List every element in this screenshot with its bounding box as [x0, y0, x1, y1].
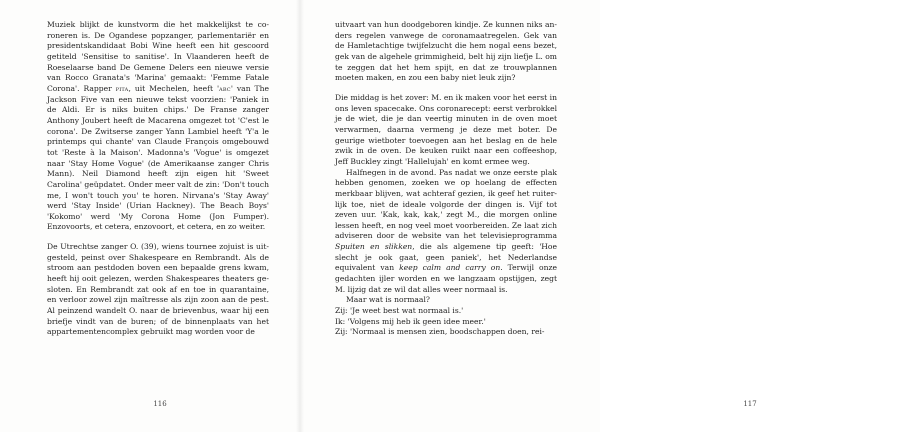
text-run: Muziek blijkt de kunstvorm die het makkelijkst te coroneren is. De Ogandese popzanger, parlementariër en presidentskandidaat Bobi Wine heeft een hit gescoord getiteld 'Sensitise to sanitise'. In Vlaanderen heeft de Roeselaarse band De Gemene Delers een nieuwe versie van Rocco Granata's 'Marina' gemaakt: 'Femme Fatale Corona'. Rapper — [47, 20, 269, 93]
paragraph — [335, 93, 557, 168]
paragraph — [335, 295, 557, 306]
text-run: Zij: 'Je weet best wat normaal is.' — [335, 306, 464, 316]
text-run: , die als algemene tip geeft: 'Hoe slecht je ook gaat, geen paniek', het Nederlandse equivalent van — [335, 242, 557, 273]
paragraph — [335, 20, 557, 84]
text-run: Die middag is het zover: M. en ik maken voor het eerst in ons leven spacecake. Ons coronarecept: eerst verbrokkel je de wiet, die je dan veertig minuten in de oven moet verwarmen, daarna vermeng je deze met boter. De geurige wietboter toevoegen aan het beslag en de hele zwik in de oven. De keuken ruikt naar een coffeeshop, Jeff Buckley zingt 'Hallelujah' en komt ermee weg. — [335, 92, 557, 166]
left-page-text — [47, 20, 269, 338]
paragraph — [47, 242, 269, 338]
text-run: Ik: 'Volgens mij heb ik geen idee meer.' — [335, 316, 486, 326]
small-caps-text: pita — [115, 83, 129, 93]
text-run: , uit Mechelen, heeft ' — [128, 83, 220, 93]
small-caps-text: abc — [219, 83, 231, 93]
italic-text: keep calm and carry on — [399, 263, 501, 273]
text-run: Halfnegen in de avond. Pas nadat we onze eerste plak hebben genomen, zoeken we op hoelang de effecten merkbaar blijven, wat achteraf gezien, ik geef het ruiterlijk toe, niet de ideale volgorde der dingen is. Vijf tot zeven uur. 'Kak, kak, kak,' zegt M., die morgen online lessen heeft, en nog veel moet voorbereiden. Ze laat zich adviseren door de website van het televisieprogramma — [335, 167, 557, 241]
book-gutter — [296, 0, 304, 432]
paragraph — [47, 20, 269, 233]
right-page-number: 117 — [743, 400, 757, 408]
paragraph — [335, 317, 557, 328]
left-page-number: 116 — [153, 400, 167, 408]
text-run: uitvaart van hun doodgeboren kindje. Ze kunnen niks anders regelen vanwege de coronamaatregelen. Gek van de Hamletachtige twijfelzucht die hem nogal eens bezet, gek van de algehele grimmigheid, belt hij zijn liefje L. om te zeggen dat het hem spijt, en dat ze trouwplannen moeten maken, en zou een baby niet leuk zijn? — [335, 20, 557, 83]
right-page — [300, 0, 757, 432]
text-run: Zij: 'Normaal is mensen zien, boodschappen doen, rei- — [335, 327, 545, 337]
left-page — [0, 0, 300, 432]
paragraph — [335, 168, 557, 296]
paragraph — [335, 327, 557, 338]
text-run: ' van The Jackson Five van een nieuwe tekst voorzien: 'Paniek in de Aldi. Er is niks buiten chips.' De Franse zanger Anthony Joubert heeft de Macarena omgezet tot 'C'est le corona'. De Zwitserse zanger Yann Lambiel heeft 'Y'a le printemps qui chante' van Claude François omgebouwd tot 'Reste à la Maison'. Madonna's 'Vogue' is omgezet naar 'Stay Home Vogue' (de Amerikaanse zanger Chris Mann). Neil Diamond heeft zijn eigen hit 'Sweet Carolina' geüpdatet. Onder meer valt de zin: 'Don't touch me, I won't touch you' te horen. Nirvana's 'Stay Away' werd 'Stay Inside' (Urian Hackney). The Beach Boys' 'Kokomo' werd 'My Corona Home (Jon Fumper). Enzovoorts, et cetera, enzovoort, et cetera, en zo weiter. — [47, 83, 269, 232]
italic-text: Spuiten en slikken — [335, 242, 413, 252]
text-run: . Terwijl onze gedachten ijler worden en we langzaam opstijgen, zegt M. lijzig dat ze wil dat alles weer normaal is. — [335, 263, 557, 294]
text-run: De Utrechtse zanger O. (39), wiens tournee zojuist is uitgesteld, peinst over Shakespeare en Rembrandt. Als de stroom aan pestdoden boven een bepaalde grens kwam, heeft hij ooit gelezen, werden Shakespeares theaters gesloten. En Rembrandt zat ook af en toe in quarantaine, en verloor zowel zijn maîtresse als zijn zoon aan de pest. Al peinzend wandelt O. naar de brievenbus, waar hij een briefje vindt van de buren; of de binnenplaats van het appartementencomplex gebruikt mag worden voor de — [47, 242, 269, 337]
text-run: Maar wat is normaal? — [346, 295, 430, 305]
paragraph — [335, 306, 557, 317]
right-page-text — [335, 20, 557, 338]
